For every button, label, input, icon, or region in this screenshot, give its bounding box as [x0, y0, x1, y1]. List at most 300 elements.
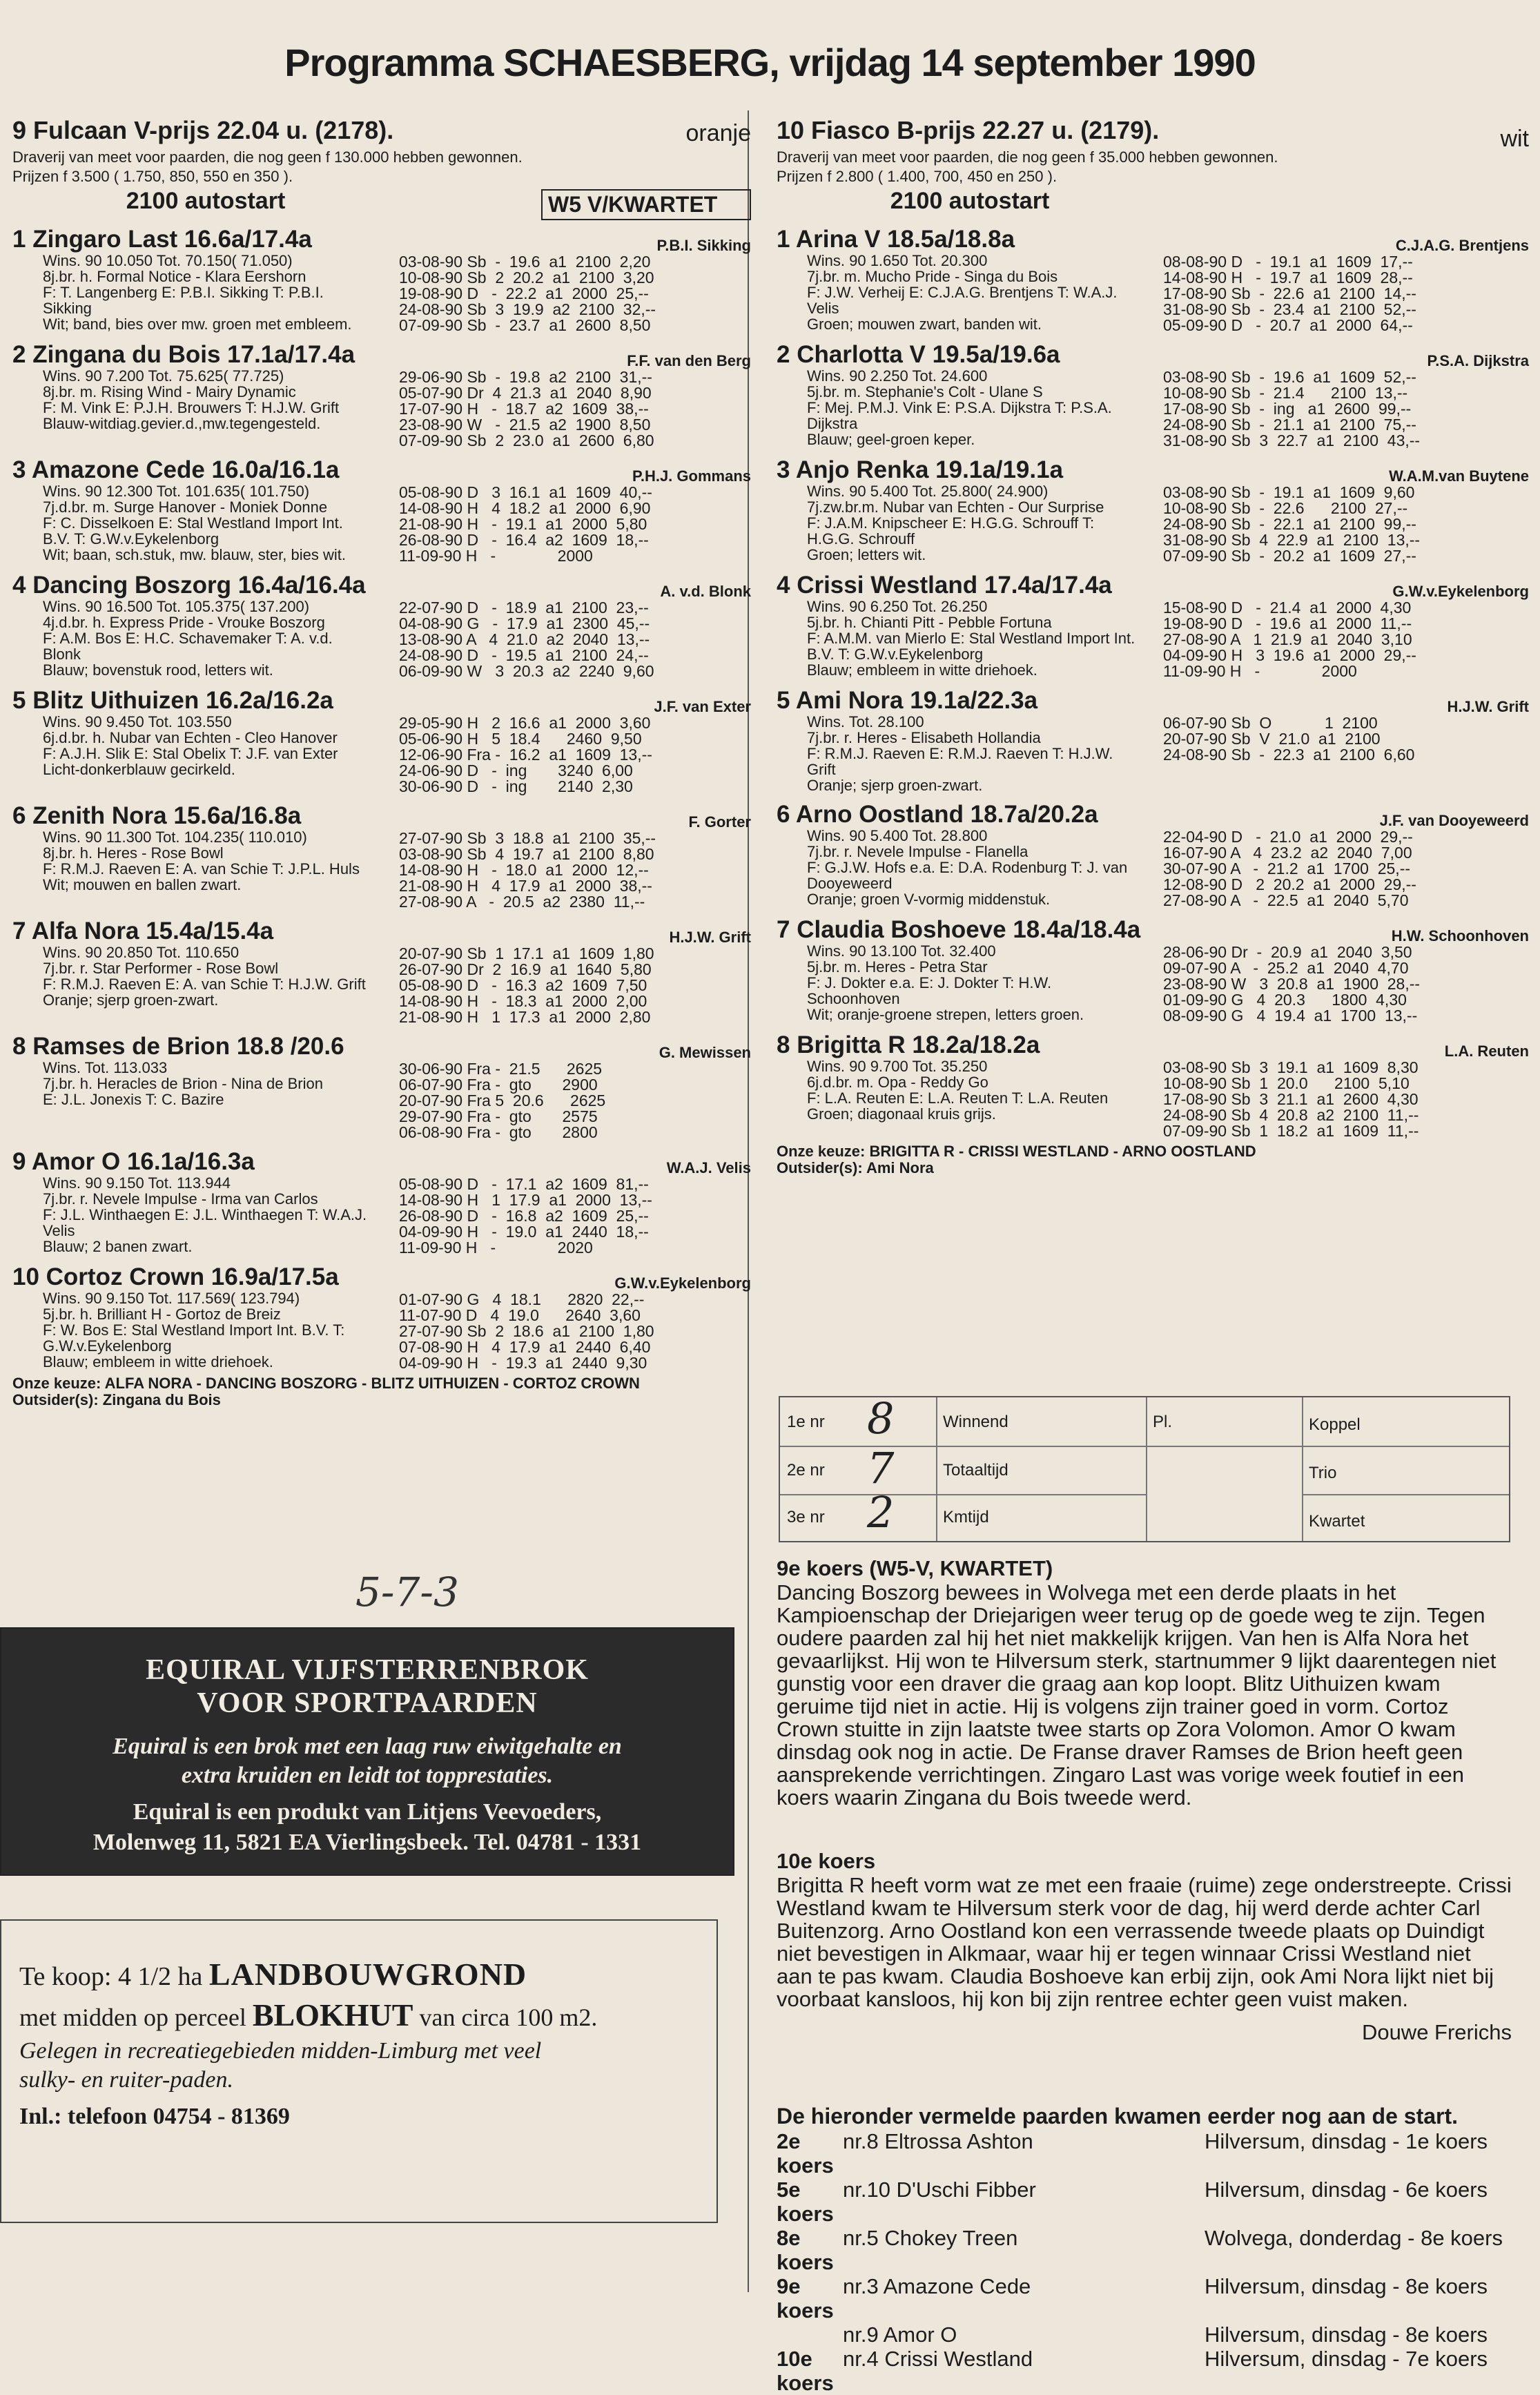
- result-line: 21-08-90 H - 19.1 a1 2000 5,80: [399, 515, 647, 533]
- form-hand-3: 2: [867, 1487, 895, 1538]
- horse-trainer: P.B.I. Sikking: [656, 237, 751, 254]
- horse-info-line: Groen; diagonaal kruis grijs.: [807, 1105, 996, 1123]
- result-line: 26-08-90 D - 16.8 a2 1609 25,--: [399, 1207, 649, 1225]
- previous-venue: Hilversum, dinsdag - 8e koers: [1205, 2274, 1488, 2298]
- race10-outsider: Outsider(s): Ami Nora: [777, 1159, 934, 1176]
- horse-info-line: G.W.v.Eykelenborg: [43, 1337, 172, 1355]
- horse-info: [777, 483, 1163, 564]
- race10-conditions: Draverij van meet voor paarden, die nog geen f 35.000 hebben gewonnen.: [777, 148, 1278, 166]
- horse-name: 2 Zingana du Bois 17.1a/17.4a: [12, 341, 355, 368]
- horse-info-line: Blauw-witdiag.gevier.d.,mw.tegengesteld.: [43, 415, 321, 432]
- previous-horse: nr.5 Chokey Treen: [843, 2226, 1018, 2250]
- race9-prizes: Prijzen f 3.500 ( 1.750, 850, 550 en 350 ).: [12, 168, 293, 185]
- horse-entry: [777, 226, 1529, 333]
- horse-name: 4 Dancing Boszorg 16.4a/16.4a: [12, 572, 366, 599]
- horse-results: [399, 1044, 751, 1141]
- horse-info: [12, 1290, 399, 1371]
- previous-venue: Wolvega, donderdag - 8e koers: [1205, 2226, 1503, 2250]
- result-line: 03-08-90 Sb - 19.6 a1 2100 2,20: [399, 253, 651, 271]
- result-line: 24-06-90 D - ing 3240 6,00: [399, 762, 633, 779]
- horse-info-line: Wit; mouwen en ballen zwart.: [43, 876, 242, 893]
- form-line: [936, 1397, 937, 1541]
- previous-race: [777, 2323, 839, 2347]
- horse-info-line: 8j.br. m. Rising Wind - Mairy Dynamic: [43, 383, 296, 400]
- horse-info-line: Blauw; embleem in witte driehoek.: [807, 661, 1037, 679]
- horse-info-line: F: Mej. P.M.J. Vink E: P.S.A. Dijkstra T: P.S.A.: [807, 399, 1112, 416]
- horse-info-line: Wins. 90 16.500 Tot. 105.375( 137.200): [43, 598, 310, 615]
- race9-conditions: Draverij van meet voor paarden, die nog geen f 130.000 hebben gewonnen.: [12, 148, 523, 166]
- horse-trainer: J.F. van Dooyeweerd: [1379, 812, 1529, 829]
- result-line: 30-06-90 Fra - 21.5 2625: [399, 1060, 603, 1078]
- horse-info-line: Wins. 90 5.400 Tot. 28.800: [807, 827, 988, 844]
- form-pl: Pl.: [1153, 1413, 1173, 1431]
- form-winnend: Winnend: [943, 1413, 1008, 1431]
- horse-info-line: F: J.A.M. Knipscheer E: H.G.G. Schrouff T:: [807, 514, 1095, 532]
- previous-row: [777, 2323, 1522, 2347]
- previous-horse: nr.9 Amor O: [843, 2323, 957, 2347]
- horse-info-line: Wins. 90 13.100 Tot. 32.400: [807, 942, 996, 960]
- horse-info: [12, 944, 399, 1025]
- result-line: 20-07-90 Sb V 21.0 a1 2100: [1163, 730, 1381, 748]
- commentary-race10: [777, 1849, 1512, 2045]
- horse-info-line: F: C. Disselkoen E: Stal Westland Import Int.: [43, 514, 343, 532]
- result-line: 14-08-90 H - 18.0 a1 2000 12,--: [399, 861, 649, 879]
- result-line: 05-08-90 D - 16.3 a2 1609 7,50: [399, 976, 647, 994]
- horse-results: [1163, 237, 1529, 334]
- handwritten-note: 5-7-3: [355, 1569, 459, 1616]
- result-line: 11-09-90 H - 2000: [399, 547, 593, 565]
- horse-info-line: Velis: [43, 1222, 75, 1239]
- result-line: 05-09-90 D - 20.7 a1 2000 64,--: [1163, 316, 1413, 334]
- horse-info-line: Blauw; 2 banen zwart.: [43, 1238, 193, 1255]
- horse-info-line: Velis: [807, 300, 839, 317]
- race9-color: oranje: [685, 120, 751, 146]
- horse-info: [12, 1175, 399, 1256]
- race10-horse-list: [777, 226, 1529, 1139]
- previous-rows: [777, 2129, 1522, 2395]
- result-line: 24-08-90 Sb - 22.3 a1 2100 6,60: [1163, 746, 1415, 764]
- horse-name: 8 Ramses de Brion 18.8 /20.6: [12, 1033, 344, 1060]
- horse-name: 1 Zingaro Last 16.6a/17.4a: [12, 226, 312, 253]
- horse-trainer: F.F. van den Berg: [627, 352, 751, 369]
- horse-entry: [12, 803, 751, 910]
- horse-info-line: Wins. 90 10.050 Tot. 70.150( 71.050): [43, 252, 293, 269]
- ad2-phone: Inl.: telefoon 04754 - 81369: [19, 2104, 290, 2129]
- result-line: 24-08-90 Sb 3 19.9 a2 2100 32,--: [399, 300, 656, 318]
- horse-trainer: J.F. van Exter: [654, 698, 751, 715]
- horse-name: 2 Charlotta V 19.5a/19.6a: [777, 341, 1060, 368]
- horse-info-line: Groen; mouwen zwart, banden wit.: [807, 316, 1042, 333]
- form-line: [780, 1494, 1146, 1495]
- horse-info-line: Wins. 90 9.700 Tot. 35.250: [807, 1058, 988, 1075]
- previous-venue: Hilversum, dinsdag - 1e koers: [1205, 2129, 1488, 2153]
- result-line: 03-08-90 Sb - 19.6 a1 1609 52,--: [1163, 368, 1416, 386]
- horse-info-line: Wins. 90 9.450 Tot. 103.550: [43, 713, 232, 730]
- horse-entry: [12, 572, 751, 679]
- horse-entry: [777, 342, 1529, 449]
- result-line: 20-07-90 Fra 5 20.6 2625: [399, 1092, 606, 1109]
- horse-info-line: Wins. 90 11.300 Tot. 104.235( 110.010): [43, 828, 307, 846]
- horse-info-line: Groen; letters wit.: [807, 546, 926, 563]
- horse-info: [777, 368, 1163, 449]
- result-line: 03-08-90 Sb 3 19.1 a1 1609 8,30: [1163, 1058, 1419, 1076]
- result-line: 24-08-90 Sb - 21.1 a1 2100 75,--: [1163, 416, 1416, 434]
- horse-info-line: 7j.br. r. Nevele Impulse - Irma van Carlos: [43, 1190, 318, 1208]
- commentary-race9: [777, 1556, 1512, 1809]
- horse-info: [777, 1058, 1163, 1139]
- horse-info-line: Wit; band, bies over mw. groen met embleem.: [43, 316, 352, 333]
- horse-info: [12, 483, 399, 564]
- result-line: 10-08-90 Sb 1 20.0 2100 5,10: [1163, 1074, 1410, 1092]
- result-line: 04-09-90 H - 19.0 a1 2440 18,--: [399, 1223, 649, 1241]
- horse-entry: [777, 917, 1529, 1024]
- horse-info-line: 6j.d.br. h. Nubar van Echten - Cleo Hanover: [43, 729, 338, 746]
- form-kmtijd: Kmtijd: [943, 1508, 989, 1526]
- horse-info-line: F: T. Langenberg E: P.B.I. Sikking T: P.B.I.: [43, 284, 324, 301]
- ad1-line3: Equiral is een brok met een laag ruw eiwitgehalte en: [113, 1734, 622, 1759]
- result-line: 08-08-90 D - 19.1 a1 1609 17,--: [1163, 253, 1413, 271]
- result-line: 10-08-90 Sb - 22.6 2100 27,--: [1163, 499, 1408, 517]
- ad1-line4: extra kruiden en leidt tot topprestaties.: [181, 1763, 554, 1788]
- horse-info: [777, 599, 1163, 679]
- result-line: 04-09-90 H - 19.3 a1 2440 9,30: [399, 1354, 647, 1372]
- result-line: 30-07-90 A - 21.2 a1 1700 25,--: [1163, 860, 1411, 877]
- result-line: 24-08-90 Sb 4 20.8 a2 2100 11,--: [1163, 1106, 1419, 1124]
- horse-info: [777, 714, 1163, 793]
- horse-results: [1163, 583, 1529, 680]
- horse-info-line: Blonk: [43, 646, 81, 663]
- horse-info-line: Wins. 90 5.400 Tot. 25.800( 24.900): [807, 483, 1049, 500]
- previous-title: De hieronder vermelde paarden kwamen eerder nog aan de start.: [777, 2104, 1459, 2129]
- horse-results: [1163, 927, 1529, 1025]
- previous-race: 5e koers: [777, 2178, 834, 2226]
- race10-title: 10 Fiasco B-prijs 22.27 u. (2179).: [777, 116, 1160, 144]
- result-line: 26-07-90 Dr 2 16.9 a1 1640 5,80: [399, 960, 652, 978]
- form-label-1: 1e nr: [787, 1413, 825, 1431]
- race9-keuze: Onze keuze: ALFA NORA - DANCING BOSZORG - BLITZ UITHUIZEN - CORTOZ CROWN: [12, 1375, 640, 1392]
- horse-info: [12, 714, 399, 795]
- horse-entry: [12, 688, 751, 795]
- ad2-line1: [19, 1955, 699, 1996]
- horse-name: 5 Ami Nora 19.1a/22.3a: [777, 687, 1038, 714]
- result-line: 06-09-90 W 3 20.3 a2 2240 9,60: [399, 662, 654, 680]
- result-line: 29-07-90 Fra - gto 2575: [399, 1107, 598, 1125]
- form-trio: Trio: [1309, 1464, 1337, 1482]
- race9-bet-type: W5 V/KWARTET: [541, 189, 751, 220]
- previous-race: 2e koers: [777, 2129, 834, 2178]
- horse-info-line: 7j.br. h. Heracles de Brion - Nina de Brion: [43, 1075, 323, 1092]
- horse-info-line: Licht-donkerblauw gecirkeld.: [43, 761, 235, 778]
- race10-column: [777, 116, 1529, 1176]
- horse-info-line: Wit; baan, sch.stuk, mw. blauw, ster, bies wit.: [43, 546, 346, 563]
- horse-entry: [12, 457, 751, 564]
- horse-results: [399, 237, 751, 334]
- horse-info: [12, 829, 399, 910]
- horse-info-line: 5j.br. m. Heres - Petra Star: [807, 958, 988, 976]
- horse-entry: [12, 918, 751, 1025]
- race9-start-type: 2100 autostart: [126, 188, 286, 214]
- horse-results: [1163, 812, 1529, 909]
- horse-name: 1 Arina V 18.5a/18.8a: [777, 226, 1015, 253]
- result-line: 10-08-90 Sb - 21.4 2100 13,--: [1163, 384, 1408, 402]
- horse-name: 9 Amor O 16.1a/16.3a: [12, 1148, 255, 1175]
- horse-info-line: 8j.br. h. Heres - Rose Bowl: [43, 844, 224, 862]
- horse-entry: [777, 688, 1529, 793]
- horse-results: [1163, 467, 1529, 565]
- horse-info-line: 7j.br. r. Nevele Impulse - Flanella: [807, 843, 1029, 860]
- comm10-text: Brigitta R heeft vorm wat ze met een fraaie (ruime) zege onderstreepte. Crissi Westland kwam te Hilversum sterk voor de dag, hij werd derde achter Carl Buitenzorg. Arno Oostland kon een verrassende tweede plaats op Duindigt niet bevestigen in Alkmaar, waar hij er tegen winnaar Crissi Westland niet aan te pas kwam. Claudia Boshoeve kan erbij zijn, ook Ami Nora lijkt niet bij voorbaat kansloos, hij kon bij zijn rentree echter geen vuist maken.: [777, 1873, 1512, 2011]
- horse-trainer: W.A.M.van Buytene: [1389, 467, 1529, 485]
- result-line: 19-08-90 D - 19.6 a1 2000 11,--: [1163, 614, 1412, 632]
- result-line: 11-07-90 D 4 19.0 2640 3,60: [399, 1306, 641, 1324]
- horse-trainer: C.J.A.G. Brentjens: [1395, 237, 1529, 254]
- horse-info-line: F: L.A. Reuten E: L.A. Reuten T: L.A. Reuten: [807, 1089, 1109, 1107]
- race10-start-type: 2100 autostart: [890, 188, 1050, 214]
- previous-row: [777, 2129, 1522, 2178]
- horse-info-line: Wins. 90 9.150 Tot. 117.569( 123.794): [43, 1290, 300, 1307]
- horse-info-line: Wins. 90 12.300 Tot. 101.635( 101.750): [43, 483, 310, 500]
- ad2-sale: Te koop: 4 1/2 ha: [19, 1962, 209, 1991]
- result-line: 06-07-90 Fra - gto 2900: [399, 1076, 598, 1094]
- result-line: 12-08-90 D 2 20.2 a1 2000 29,--: [1163, 875, 1416, 893]
- horse-trainer: P.H.J. Gommans: [632, 467, 751, 485]
- race9-outsider: Outsider(s): Zingana du Bois: [12, 1391, 221, 1408]
- result-line: 26-08-90 D - 16.4 a2 1609 18,--: [399, 531, 649, 549]
- horse-info-line: 8j.br. h. Formal Notice - Klara Eershorn: [43, 268, 306, 285]
- horse-info-line: F: R.M.J. Raeven E: R.M.J. Raeven T: H.J.W.: [807, 745, 1113, 762]
- form-koppel: Koppel: [1309, 1415, 1361, 1434]
- horse-results: [399, 352, 751, 449]
- horse-info-line: F: W. Bos E: Stal Westland Import Int. B.V. T:: [43, 1321, 345, 1339]
- horse-info-line: Oranje; sjerp groen-zwart.: [807, 777, 983, 794]
- horse-results: [399, 929, 751, 1026]
- horse-results: [1163, 352, 1529, 449]
- horse-info: [777, 828, 1163, 909]
- horse-info-line: Blauw; embleem in witte driehoek.: [43, 1353, 273, 1370]
- horse-info-line: F: J. Dokter e.a. E: J. Dokter T: H.W.: [807, 974, 1052, 991]
- horse-info-line: F: J.L. Winthaegen E: J.L. Winthaegen T: W.A.J.: [43, 1206, 367, 1223]
- horse-info-line: F: A.M.M. van Mierlo E: Stal Westland Import Int.: [807, 630, 1135, 647]
- horse-info-line: 7j.zw.br.m. Nubar van Echten - Our Surprise: [807, 498, 1104, 516]
- result-line: 07-09-90 Sb 1 18.2 a1 1609 11,--: [1163, 1122, 1419, 1140]
- horse-info-line: E: J.L. Jonexis T: C. Bazire: [43, 1091, 224, 1108]
- comm9-title: 9e koers (W5-V, KWARTET): [777, 1556, 1053, 1580]
- previous-venue: Hilversum, dinsdag - 6e koers: [1205, 2178, 1488, 2202]
- comm10-title: 10e koers: [777, 1849, 876, 1873]
- result-line: 14-08-90 H - 19.7 a1 1609 28,--: [1163, 269, 1413, 287]
- horse-trainer: G. Mewissen: [659, 1044, 751, 1061]
- horse-info-line: Blauw; geel-groen keper.: [807, 431, 975, 448]
- result-line: 05-08-90 D - 17.1 a2 1609 81,--: [399, 1175, 649, 1193]
- previous-row: [777, 2178, 1522, 2226]
- form-label-3: 3e nr: [787, 1508, 825, 1526]
- race9-start: [12, 188, 399, 218]
- ad2-blokhut: BLOKHUT: [252, 1997, 413, 2033]
- horse-info-line: 5j.br. m. Stephanie's Colt - Ulane S: [807, 383, 1043, 400]
- horse-info-line: 5j.br. h. Brilliant H - Gortoz de Breiz: [43, 1306, 281, 1323]
- comm9-text: Dancing Boszorg bewees in Wolvega met een derde plaats in het Kampioenschap der Driejarigen weer terug op de goede weg te zijn. Tegen oudere paarden zal hij het niet makkelijk krijgen. Van hen is Alfa Nora het gevaarlijkst. Hij won te Hilversum sterk, startnummer 9 lijkt daarentegen niet gunstig voor een draver die graag aan kop loopt. Blitz Uithuizen kwam geruime tijd niet in actie. Hij is volgens zijn trainer goed in vorm. Cortoz Crown stuitte in zijn laatste twee starts op Zora Volomon. Amor O kwam dinsdag ook nog in actie. De Franse draver Ramses de Brion heeft geen aansprekende verrichtingen. Zingaro Last was vorige week foutief in een koers waarin Zingana du Bois tweede werd.: [777, 1580, 1497, 1810]
- landbouwgrond-ad: [0, 1919, 718, 2223]
- horse-results: [399, 1159, 751, 1257]
- result-line: 01-09-90 G 4 20.3 1800 4,30: [1163, 991, 1407, 1009]
- result-line: 12-06-90 Fra - 16.2 a1 1609 13,--: [399, 746, 652, 764]
- result-line: 24-08-90 D - 19.5 a1 2100 24,--: [399, 646, 649, 664]
- horse-info-line: Schoonhoven: [807, 990, 900, 1007]
- ad2-line4: sulky- en ruiter-paden.: [19, 2067, 233, 2093]
- ad2-middle: met midden op perceel: [19, 2004, 253, 2031]
- form-kwartet: Kwartet: [1309, 1512, 1365, 1531]
- horse-entry: [12, 1264, 751, 1371]
- ad1-line2: VOOR SPORTPAARDEN: [197, 1687, 538, 1719]
- result-line: 21-08-90 H 4 17.9 a1 2000 38,--: [399, 877, 652, 895]
- horse-info-line: Wins. 90 1.650 Tot. 20.300: [807, 252, 988, 269]
- race10-header: [777, 116, 1529, 152]
- horse-entry: [777, 457, 1529, 564]
- form-hand-2: 7: [867, 1443, 895, 1493]
- previous-row: [777, 2347, 1522, 2395]
- race9-header: [12, 116, 751, 146]
- horse-results: [399, 467, 751, 565]
- result-line: 27-08-90 A 1 21.9 a1 2040 3,10: [1163, 630, 1412, 648]
- horse-info-line: Sikking: [43, 300, 92, 317]
- result-line: 17-07-90 H - 18.7 a2 1609 38,--: [399, 400, 649, 418]
- previous-venue: Hilversum, dinsdag - 8e koers: [1205, 2323, 1488, 2347]
- horse-results: [1163, 698, 1529, 793]
- horse-results: [399, 813, 751, 911]
- horse-results: [399, 1274, 751, 1372]
- horse-name: 6 Zenith Nora 15.6a/16.8a: [12, 802, 302, 829]
- result-line: 27-08-90 A - 22.5 a1 2040 5,70: [1163, 891, 1409, 909]
- horse-info-line: Wins. Tot. 28.100: [807, 713, 924, 730]
- result-line: 07-09-90 Sb - 20.2 a1 1609 27,--: [1163, 547, 1416, 565]
- horse-info-line: 4j.d.br. h. Express Pride - Vrouke Boszorg: [43, 614, 325, 631]
- horse-info-line: 5j.br. h. Chianti Pitt - Pebble Fortuna: [807, 614, 1052, 631]
- result-line: 05-07-90 Dr 4 21.3 a1 2040 8,90: [399, 384, 652, 402]
- result-line: 22-07-90 D - 18.9 a1 2100 23,--: [399, 599, 649, 617]
- horse-entry: [12, 226, 751, 333]
- page-title: Programma SCHAESBERG, vrijdag 14 september 1990: [284, 41, 1256, 84]
- previous-starts: [777, 2103, 1522, 2395]
- horse-info-line: F: J.W. Verheij E: C.J.A.G. Brentjens T: W.A.J.: [807, 284, 1118, 301]
- horse-info-line: Oranje; groen V-vormig middenstuk.: [807, 891, 1051, 908]
- form-line: [1302, 1397, 1303, 1541]
- horse-info-line: F: R.M.J. Raeven E: A. van Schie T: H.J.W. Grift: [43, 976, 366, 993]
- horse-info-line: Wit; oranje-groene strepen, letters groen.: [807, 1006, 1084, 1023]
- horse-info-line: F: R.M.J. Raeven E: A. van Schie T: J.P.L. Huls: [43, 860, 360, 877]
- horse-name: 4 Crissi Westland 17.4a/17.4a: [777, 572, 1112, 599]
- horse-info-line: F: G.J.W. Hofs e.a. E: D.A. Rodenburg T: J. van: [807, 859, 1128, 876]
- horse-results: [1163, 1043, 1529, 1140]
- horse-info-line: B.V. T: G.W.v.Eykelenborg: [807, 646, 984, 663]
- horse-info: [777, 943, 1163, 1024]
- horse-info-line: 6j.d.br. m. Opa - Reddy Go: [807, 1074, 988, 1091]
- horse-trainer: G.W.v.Eykelenborg: [614, 1274, 751, 1292]
- ad1-line1: EQUIRAL VIJFSTERRENBROK: [146, 1654, 589, 1686]
- result-line: 17-08-90 Sb - 22.6 a1 2100 14,--: [1163, 284, 1416, 302]
- horse-name: 6 Arno Oostland 18.7a/20.2a: [777, 801, 1098, 828]
- race10-start: [777, 188, 1163, 218]
- previous-row: [777, 2274, 1522, 2323]
- horse-trainer: G.W.v.Eykelenborg: [1392, 583, 1529, 600]
- result-line: 07-09-90 Sb 2 23.0 a1 2600 6,80: [399, 432, 654, 449]
- result-line: 03-08-90 Sb 4 19.7 a1 2100 8,80: [399, 845, 654, 863]
- horse-info-line: F: A.J.H. Slik E: Stal Obelix T: J.F. van Exter: [43, 745, 338, 762]
- previous-horse: nr.4 Crissi Westland: [843, 2347, 1033, 2371]
- horse-info-line: Dooyeweerd: [807, 875, 893, 892]
- race10-keuze: Onze keuze: BRIGITTA R - CRISSI WESTLAND - ARNO OOSTLAND: [777, 1143, 1256, 1160]
- result-line: 31-08-90 Sb - 23.4 a1 2100 52,--: [1163, 300, 1416, 318]
- horse-name: 5 Blitz Uithuizen 16.2a/16.2a: [12, 687, 333, 714]
- horse-entry: [777, 802, 1529, 909]
- form-hand-1: 8: [867, 1393, 895, 1444]
- previous-horse: nr.3 Amazone Cede: [843, 2274, 1031, 2298]
- horse-info-line: F: A.M. Bos E: H.C. Schavemaker T: A. v.d.: [43, 630, 333, 647]
- previous-venue: Hilversum, dinsdag - 7e koers: [1205, 2347, 1488, 2371]
- horse-name: 8 Brigitta R 18.2a/18.2a: [777, 1031, 1040, 1058]
- horse-info: [12, 368, 399, 449]
- horse-info: [12, 1060, 399, 1141]
- horse-trainer: H.J.W. Grift: [669, 929, 751, 946]
- horse-entry: [12, 1034, 751, 1141]
- result-line: 31-08-90 Sb 3 22.7 a1 2100 43,--: [1163, 432, 1421, 449]
- previous-race: 10e koers: [777, 2347, 834, 2395]
- horse-name: 3 Amazone Cede 16.0a/16.1a: [12, 456, 340, 483]
- horse-trainer: L.A. Reuten: [1444, 1043, 1529, 1060]
- comm10-signature: Douwe Frerichs: [1361, 2020, 1512, 2044]
- result-line: 06-07-90 Sb O 1 2100: [1163, 714, 1378, 732]
- result-line: 08-09-90 G 4 19.4 a1 1700 13,--: [1163, 1007, 1418, 1025]
- ad1-line5: Equiral is een produkt van Litjens Veevoeders,: [133, 1799, 602, 1825]
- result-line: 05-06-90 H 5 18.4 2460 9,50: [399, 730, 642, 748]
- horse-name: 7 Alfa Nora 15.4a/15.4a: [12, 918, 274, 944]
- result-line: 15-08-90 D - 21.4 a1 2000 4,30: [1163, 599, 1412, 617]
- result-line: 27-07-90 Sb 2 18.6 a1 2100 1,80: [399, 1322, 654, 1340]
- horse-info-line: Oranje; sjerp groen-zwart.: [43, 991, 219, 1009]
- result-line: 11-09-90 H - 2020: [399, 1239, 593, 1257]
- result-line: 09-07-90 A - 25.2 a1 2040 4,70: [1163, 959, 1409, 977]
- race9-title: 9 Fulcaan V-prijs 22.04 u. (2178).: [12, 116, 394, 144]
- horse-info-line: Blauw; bovenstuk rood, letters wit.: [43, 661, 273, 679]
- ad2-line3: Gelegen in recreatiegebieden midden-Limburg met veel: [19, 2038, 542, 2064]
- result-line: 10-08-90 Sb 2 20.2 a1 2100 3,20: [399, 269, 654, 287]
- result-line: 20-07-90 Sb 1 17.1 a1 1609 1,80: [399, 944, 654, 962]
- horse-info-line: Wins. 90 20.850 Tot. 110.650: [43, 944, 240, 961]
- horse-entry: [777, 1032, 1529, 1139]
- horse-trainer: H.J.W. Grift: [1447, 698, 1529, 715]
- horse-name: 7 Claudia Boshoeve 18.4a/18.4a: [777, 916, 1141, 943]
- race9-column: [12, 116, 751, 1408]
- result-line: 23-08-90 W 3 20.8 a1 1900 28,--: [1163, 975, 1421, 993]
- result-line: 14-08-90 H - 18.3 a1 2000 2,00: [399, 992, 647, 1010]
- horse-info-line: H.G.G. Schrouff: [807, 530, 915, 547]
- horse-info-line: 7j.br. r. Star Performer - Rose Bowl: [43, 960, 279, 977]
- horse-info-line: Wins. Tot. 113.033: [43, 1059, 168, 1076]
- previous-horse: nr.8 Eltrossa Ashton: [843, 2129, 1033, 2153]
- horse-trainer: H.W. Schoonhoven: [1391, 927, 1529, 944]
- result-line: 23-08-90 W - 21.5 a2 1900 8,50: [399, 416, 651, 434]
- horse-trainer: W.A.J. Velis: [666, 1159, 751, 1176]
- horse-name: 10 Cortoz Crown 16.9a/17.5a: [12, 1263, 339, 1290]
- horse-info-line: Wins. 90 2.250 Tot. 24.600: [807, 367, 988, 385]
- result-line: 05-08-90 D 3 16.1 a1 1609 40,--: [399, 483, 652, 501]
- horse-info-line: Wins. 90 7.200 Tot. 75.625( 77.725): [43, 367, 284, 385]
- form-label-2: 2e nr: [787, 1461, 825, 1480]
- horse-trainer: P.S.A. Dijkstra: [1427, 352, 1529, 369]
- result-line: 16-07-90 A 4 23.2 a2 2040 7,00: [1163, 844, 1412, 862]
- horse-info-line: Grift: [807, 761, 836, 778]
- previous-race: 8e koers: [777, 2226, 834, 2274]
- result-line: 22-04-90 D - 21.0 a1 2000 29,--: [1163, 828, 1413, 846]
